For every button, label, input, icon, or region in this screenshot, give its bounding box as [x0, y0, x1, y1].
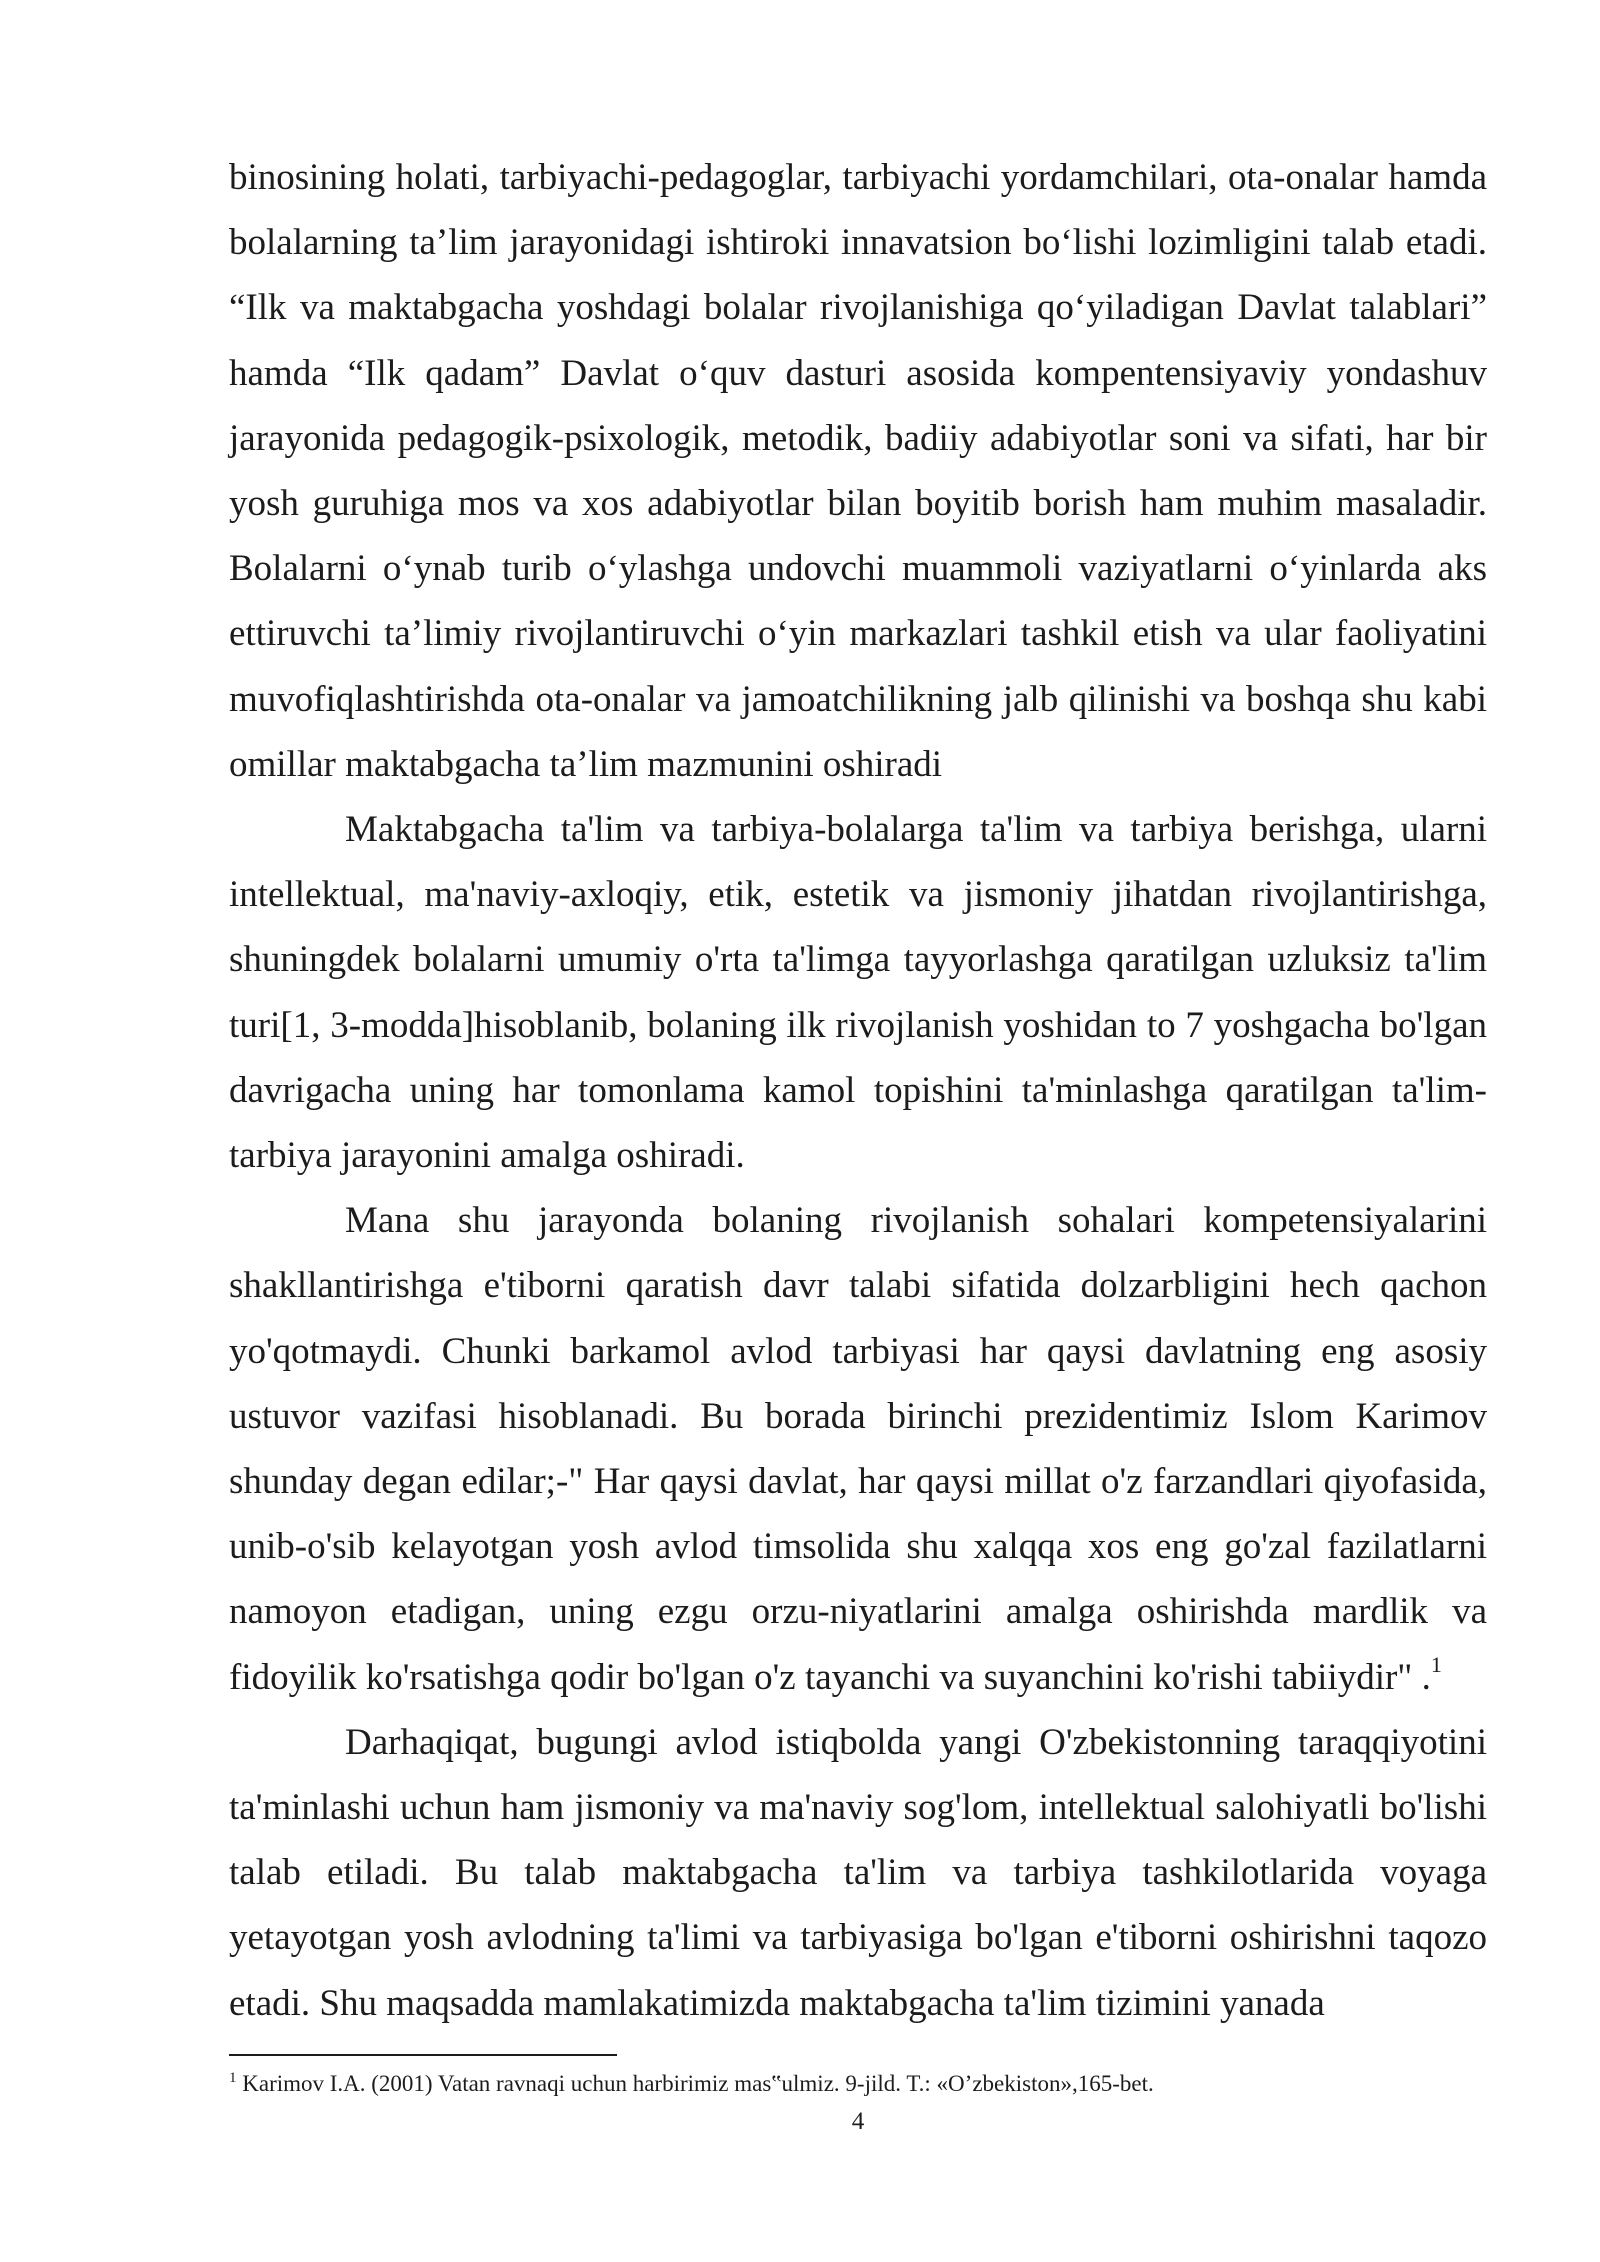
footnote-text: Karimov I.A. (2001) Vatan ravnaqi uchun harbirimiz mas‟ulmiz. 9-jild. T.: «O’zbekiston»,165-bet. — [236, 2071, 1154, 2096]
footnote — [229, 2068, 1487, 2100]
paragraph-2-text: Maktabgacha ta'lim va tarbiya-bolalarga ta'lim va tarbiya berishga, ularni intellektual, ma'naviy-axloqiy, etik, estetik va jismoniy jihatdan rivojlantirishga, shuningdek bolalarni umumiy o'rta ta'limga tayyorlashga qaratilgan uzluksiz ta'lim turi[1, 3-modda]hisoblanib, bolaning ilk rivojlanish yoshidan to 7 yoshgacha bo'lgan davrigacha uning har tomonlama kamol topishini ta'minlashga qaratilgan ta'lim-tarbiya jarayonini amalga oshiradi. — [229, 809, 1487, 1177]
page-number: 4 — [851, 2108, 865, 2135]
paragraph-4 — [229, 1710, 1487, 2036]
paragraph-3-text: Mana shu jarayonda bolaning rivojlanish sohalari kompetensiyalarini shakllantirishga e'tiborni qaratish davr talabi sifatida dolzarbligini hech qachon yo'qotmaydi. Chunki barkamol avlod tarbiyasi har qaysi davlatning eng asosiy ustuvor vazifasi hisoblanadi. Bu borada birinchi prezidentimiz Islom Karimov shunday degan edilar;-" Har qaysi davlat, har qaysi millat o'z farzandlari qiyofasida, unib-o'sib kelayotgan yosh avlod timsolida shu xalqqa xos eng go'zal fazilatlarni namoyon etadigan, uning ezgu orzu-niyatlarini amalga oshirishda mardlik va fidoyilik ko'rsatishga qodir bo'lgan o'z tayanchi va suyanchini ko'rishi tabiiydir" . — [229, 1200, 1487, 1698]
paragraph-3 — [229, 1188, 1487, 1710]
footnote-reference[interactable]: 1 — [1430, 1651, 1442, 1677]
paragraph-1-text: binosining holati, tarbiyachi-pedagoglar, tarbiyachi yordamchilari, ota-onalar hamda bolalarning ta’lim jarayonidagi ishtiroki innavatsion bo‘lishi lozimligini talab etadi. “Ilk va maktabgacha yoshdagi bolalar rivojlanishiga qo‘yiladigan Davlat talablari” hamda “Ilk qadam” Davlat o‘quv dasturi asosida kompentensiyaviy yondashuv jarayonida pedagogik-psixologik, metodik, badiiy adabiyotlar soni va sifati, har bir yosh guruhiga mos va xos adabiyotlar bilan boyitib borish ham muhim masaladir. Bolalarni o‘ynab turib o‘ylashga undovchi muammoli vaziyatlarni o‘yinlarda aks ettiruvchi ta’limiy rivojlantiruvchi o‘yin markazlari tashkil etish va ular faoliyatini muvofiqlashtirishda ota-onalar va jamoatchilikning jalb qilinishi va boshqa shu kabi omillar maktabgacha ta’lim mazmunini oshiradi — [229, 157, 1487, 785]
paragraph-2 — [229, 797, 1487, 1188]
body-text — [229, 145, 1487, 2036]
footnote-number: 1 — [229, 2070, 237, 2086]
paragraph-4-text: Darhaqiqat, bugungi avlod istiqbolda yangi O'zbekistonning taraqqiyotini ta'minlashi uchun ham jismoniy va ma'naviy sog'lom, intellektual salohiyatli bo'lishi talab etiladi. Bu talab maktabgacha ta'lim va tarbiya tashkilotlarida voyaga yetayotgan yosh avlodning ta'limi va tarbiyasiga bo'lgan e'tiborni oshirishni taqozo etadi. Shu maqsadda mamlakatimizda maktabgacha ta'lim tizimini yanada — [229, 1721, 1487, 2024]
paragraph-1 — [229, 145, 1487, 797]
footnote-separator — [229, 2054, 617, 2056]
